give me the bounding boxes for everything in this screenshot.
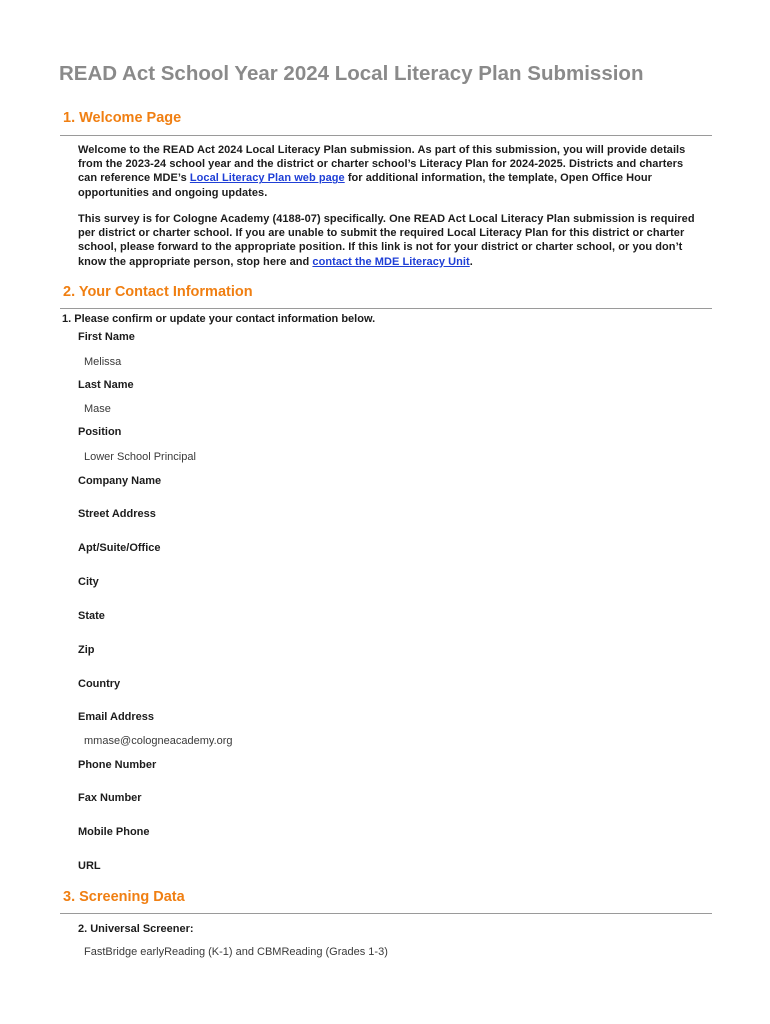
section-divider — [60, 308, 712, 309]
document-title: READ Act School Year 2024 Local Literacy Plan Submission — [59, 62, 644, 85]
first-name-label: First Name — [78, 331, 135, 343]
welcome-paragraph-2 — [78, 212, 698, 269]
position-value: Lower School Principal — [84, 451, 196, 463]
contact-mde-literacy-link[interactable]: contact the MDE Literacy Unit — [312, 255, 470, 268]
survey-text-a: This survey is for Cologne Academy (4188-07) specifically. One READ Act Local Literacy Plan submission is required per district or charter school. If you are unable to submit the required Local Literacy Plan for this district or charter school, please forward to the appropriate position. If this link is not for your district or charter school, or you don’t know the appropriate person, stop here and — [78, 213, 695, 268]
survey-text-b: . — [469, 255, 473, 268]
state-label: State — [78, 610, 105, 622]
fax-number-label: Fax Number — [78, 792, 142, 804]
welcome-text-a: Welcome to the READ Act 2024 Local Literacy Plan submission. As part of this submission, you will provide details from the 2023-24 school year and the district or charter school’s Literacy Plan for 2024-2025. Districts and charters can reference MDE’s — [78, 144, 686, 185]
email-address-label: Email Address — [78, 711, 155, 723]
last-name-value: Mase — [84, 403, 111, 415]
mobile-phone-label: Mobile Phone — [78, 826, 150, 838]
city-label: City — [78, 576, 99, 588]
welcome-paragraph-1 — [78, 143, 698, 200]
company-name-label: Company Name — [78, 475, 162, 487]
email-address-value: mmase@cologneacademy.org — [84, 735, 233, 747]
section-divider — [60, 913, 712, 914]
section-heading-contact: 2. Your Contact Information — [63, 284, 253, 300]
question-2-label: 2. Universal Screener: — [78, 923, 194, 935]
section-divider — [60, 135, 712, 136]
section-heading-welcome: 1. Welcome Page — [63, 110, 182, 126]
section-heading-screening: 3. Screening Data — [63, 889, 185, 905]
position-label: Position — [78, 426, 122, 438]
zip-label: Zip — [78, 644, 95, 656]
last-name-label: Last Name — [78, 379, 134, 391]
welcome-text-b: for additional information, the template, Open Office Hour opportunities and ongoing updates. — [78, 172, 653, 199]
local-literacy-plan-link[interactable]: Local Literacy Plan web page — [189, 172, 345, 185]
street-address-label: Street Address — [78, 508, 156, 520]
country-label: Country — [78, 678, 121, 690]
question-1-label: 1. Please confirm or update your contact information below. — [62, 313, 376, 325]
universal-screener-value: FastBridge earlyReading (K-1) and CBMReading (Grades 1-3) — [84, 946, 388, 958]
first-name-value: Melissa — [84, 356, 122, 368]
url-label: URL — [78, 860, 101, 872]
apt-suite-office-label: Apt/Suite/Office — [78, 542, 161, 554]
phone-number-label: Phone Number — [78, 759, 157, 771]
